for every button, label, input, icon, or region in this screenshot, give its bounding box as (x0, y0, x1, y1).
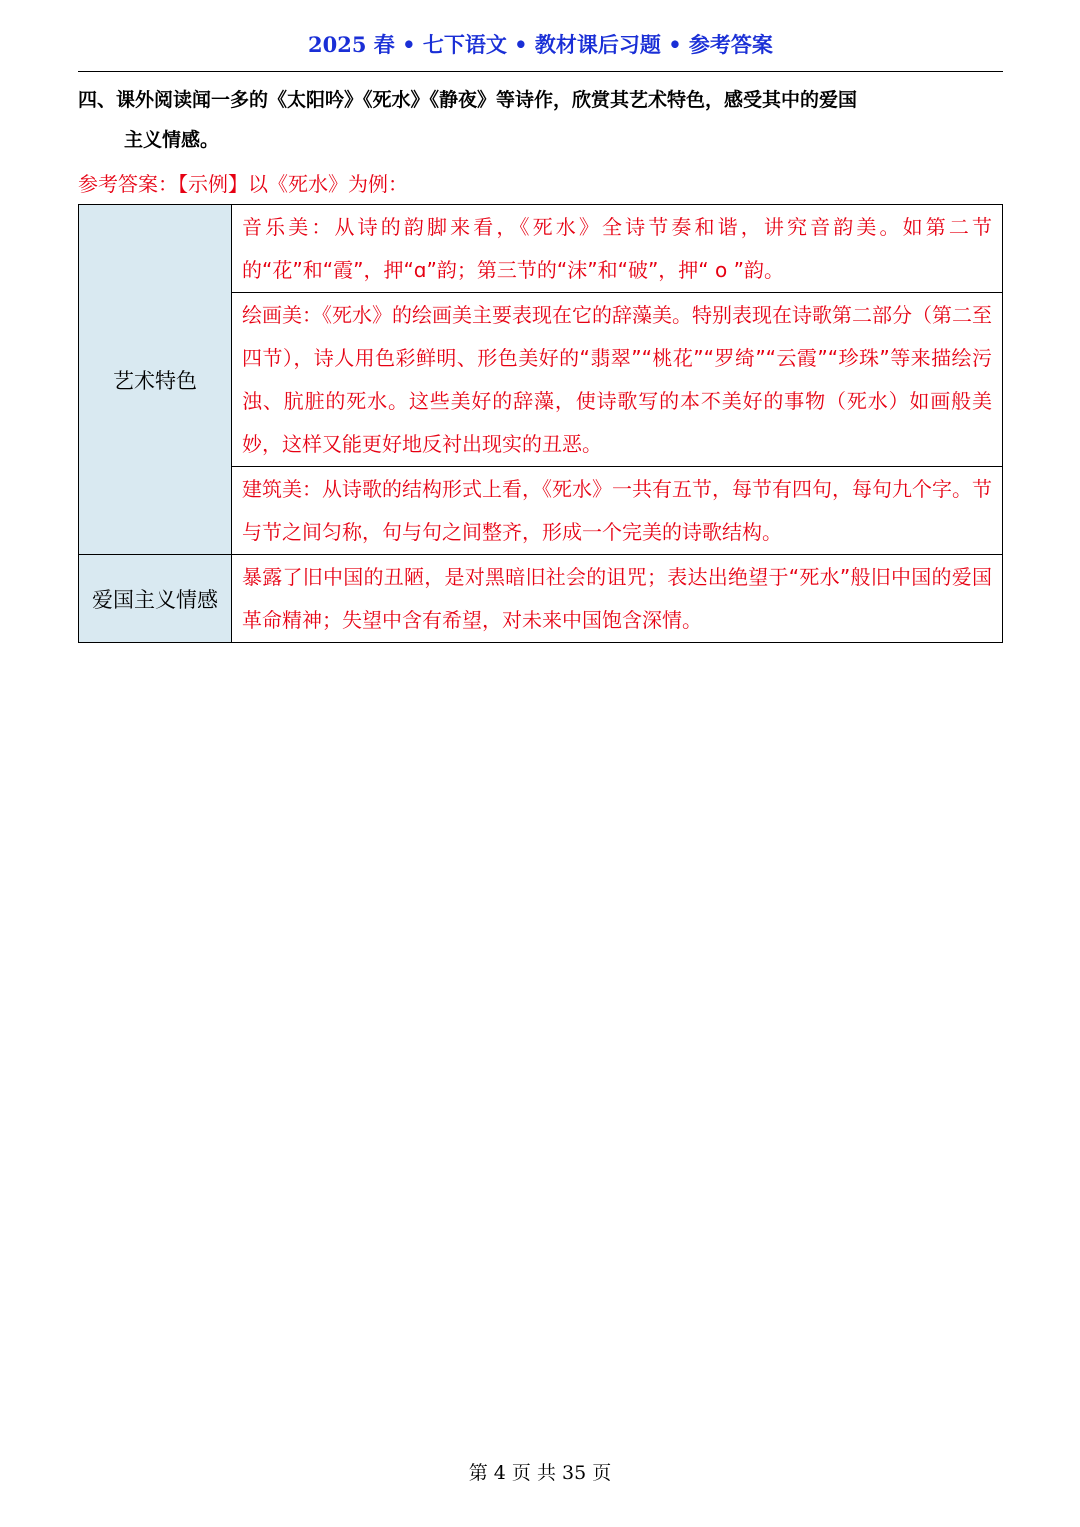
cell-patriotism: 暴露了旧中国的丑陋，是对黑暗旧社会的诅咒；表达出绝望于“死水”般旧中国的爱国革命精神；失望中含有希望，对未来中国饱含深情。 (232, 555, 1003, 643)
question-line-1: 四、课外阅读闻一多的《太阳吟》《死水》《静夜》等诗作，欣赏其艺术特色，感受其中的爱国 (78, 89, 858, 111)
header-divider (78, 71, 1003, 72)
table-row (79, 205, 1003, 293)
row-heading-patriotism: 爱国主义情感 (79, 555, 232, 643)
answer-table (78, 204, 1003, 643)
cell-music-beauty: 音乐美：从诗的韵脚来看，《死水》全诗节奏和谐，讲究音韵美。如第二节的“花”和“霞”，押“ɑ”韵；第三节的“沫”和“破”，押“ o ”韵。 (232, 205, 1003, 293)
row-heading-art-features: 艺术特色 (79, 205, 232, 555)
page-header-title: 2025 春 • 七下语文 • 教材课后习题 • 参考答案 (308, 32, 773, 57)
table-row (79, 555, 1003, 643)
question-text (78, 80, 1003, 160)
cell-painting-beauty: 绘画美：《死水》的绘画美主要表现在它的辞藻美。特别表现在诗歌第二部分（第二至四节），诗人用色彩鲜明、形色美好的“翡翠”“桃花”“罗绮”“云霞”“珍珠”等来描绘污浊、肮脏的死水。这些美好的辞藻，使诗歌写的本不美好的事物（死水）如画般美妙，这样又能更好地反衬出现实的丑恶。 (232, 293, 1003, 467)
page-number: 第 4 页 共 35 页 (468, 1462, 612, 1484)
answer-label: 参考答案：【示例】以《死水》为例： (78, 172, 408, 196)
cell-architecture-beauty: 建筑美：从诗歌的结构形式上看，《死水》一共有五节，每节有四句，每句九个字。节与节之间匀称，句与句之间整齐，形成一个完美的诗歌结构。 (232, 467, 1003, 555)
question-line-2: 主义情感。 (124, 129, 220, 151)
